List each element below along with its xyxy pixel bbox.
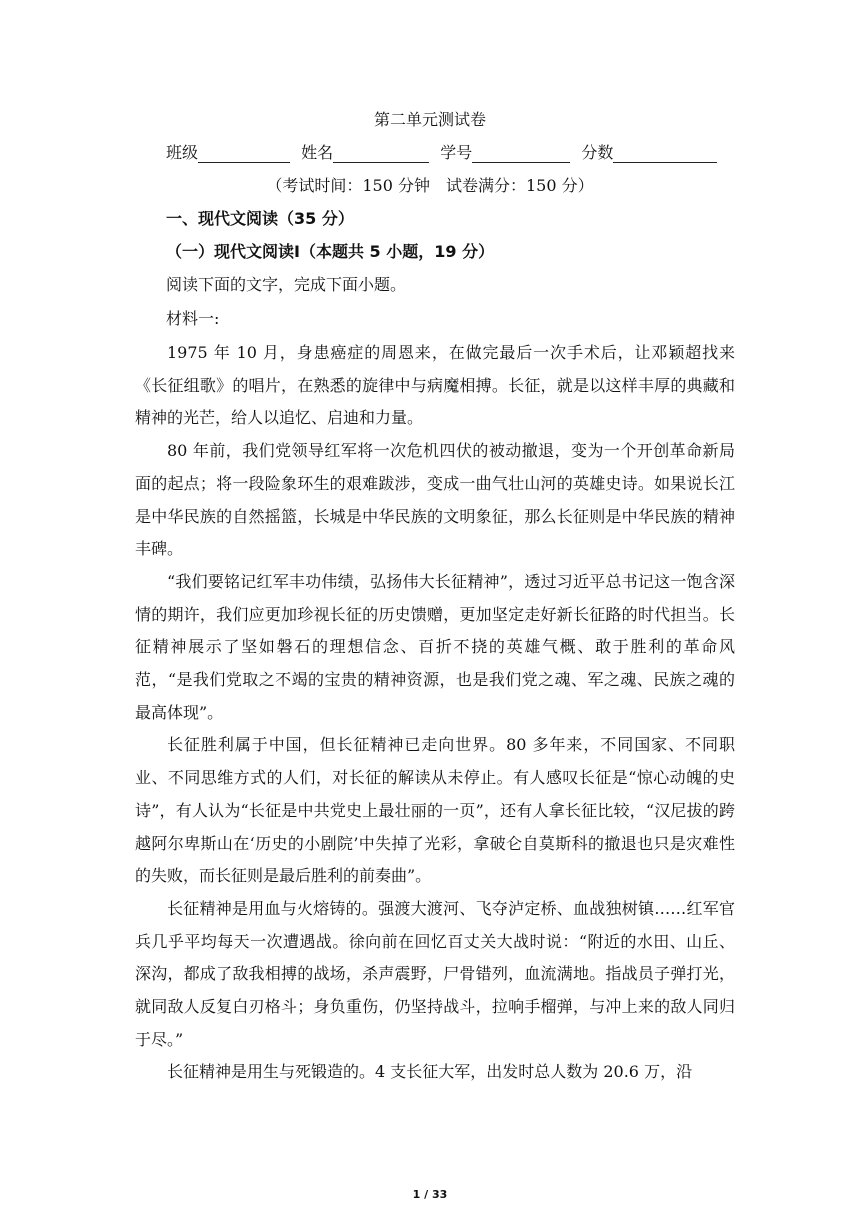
student-info-fields xyxy=(166,140,736,163)
paragraph: 80 年前，我们党领导红军将一次危机四伏的被动撤退，变为一个开创革命新局面的起点；将一段险象环生的艰难跋涉，变成一曲气壮山河的英雄史诗。如果说长江是中华民族的自然摇篮，长城是中华民族的文明象征，那么长征则是中华民族的精神丰碑。 xyxy=(135,441,735,559)
paragraph: 1975 年 10 月，身患癌症的周恩来，在做完最后一次手术后，让邓颖超找来《长征组歌》的唱片，在熟悉的旋律中与病魔相搏。长征，就是以这样丰厚的典藏和精神的光芒，给人以追忆、启迪和力量。 xyxy=(135,343,735,428)
document-title: 第二单元测试卷 xyxy=(373,110,486,129)
paragraph: 长征精神是用血与火熔铸的。强渡大渡河、飞夺泸定桥、血战独树镇……红军官兵几乎平均每天一次遭遇战。徐向前在回忆百丈关大战时说：“附近的水田、山丘、深沟，都成了敌我相搏的战场，杀声震野，尸骨错列，血流满地。指战员子弹打光，就同敌人反复白刃格斗；身负重伤，仍坚持战斗，拉响手榴弹，与冲上来的敌人同归于尽。” xyxy=(135,898,735,1049)
student-id-blank xyxy=(472,146,570,163)
name-blank xyxy=(333,146,429,163)
class-label: 班级 xyxy=(166,143,199,162)
paragraph: “我们要铭记红军丰功伟绩，弘扬伟大长征精神”，透过习近平总书记这一饱含深情的期许，我们应更加珍视长征的历史馈赠，更加坚定走好新长征路的时代担当。长征精神展示了坚如磐石的理想信念、百折不挠的英雄气概、敢于胜利的革命风范，“是我们党取之不竭的宝贵的精神资源，也是我们党之魂、军之魂、民族之魂的最高体现”。 xyxy=(135,571,735,722)
student-id-label: 学号 xyxy=(440,143,473,162)
name-label: 姓名 xyxy=(301,143,334,162)
exam-info: （考试时间：150 分钟 试卷满分：150 分） xyxy=(266,176,594,195)
page-indicator: 1 / 33 xyxy=(412,1188,448,1201)
paragraph: 长征胜利属于中国，但长征精神已走向世界。80 多年来，不同国家、不同职业、不同思维方式的人们，对长征的解读从未停止。有人感叹长征是“惊心动魄的史诗”，有人认为“长征是中共党史上最壮丽的一页”，还有人拿长征比较，“汉尼拔的跨越阿尔卑斯山在‘历史的小剧院’中失掉了光彩，拿破仑自莫斯科的撤退也只是灾难性的失败，而长征则是最后胜利的前奏曲”。 xyxy=(135,735,735,886)
subsection-title: （一）现代文阅读Ⅰ（本题共 5 小题，19 分） xyxy=(166,242,495,261)
instruction-text: 阅读下面的文字，完成下面小题。 xyxy=(166,275,407,294)
material-label: 材料一: xyxy=(166,309,220,328)
class-blank xyxy=(198,146,290,163)
section-title: 一、现代文阅读（35 分） xyxy=(166,209,354,228)
score-label: 分数 xyxy=(581,143,614,162)
paragraph: 长征精神是用生与死锻造的。4 支长征大军，出发时总人数为 20.6 万，沿 xyxy=(167,1062,693,1082)
score-blank xyxy=(613,146,717,163)
reading-passage xyxy=(135,337,735,1089)
